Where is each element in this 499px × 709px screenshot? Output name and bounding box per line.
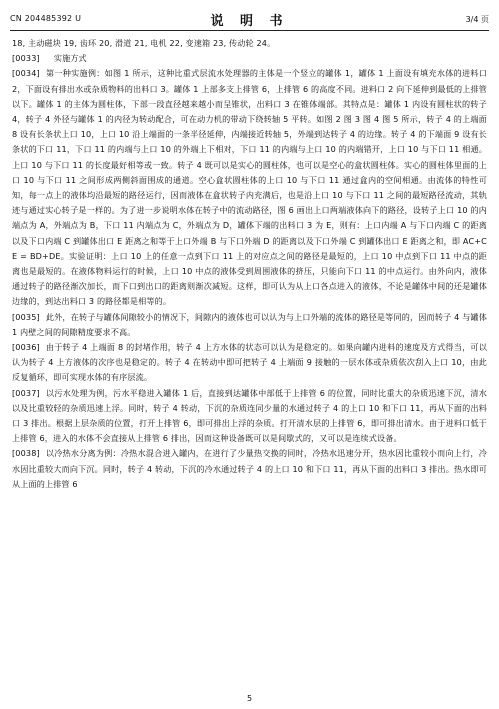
page-number: 5	[246, 694, 253, 703]
paragraph-text: 以冷热水分离为例：冷热水混合进入罐内，在进行了少量热交换的同时，冷热水迅速分开，热水因比重较小而向上行，冷水因比重较大而向下沉。同时，转子 4 转动，下沉的冷水通过转子 4 的上口 10 和下口 11，再从下面的出料口 3 排出。热水即可从上面的上排管 6	[12, 448, 487, 489]
header-divider	[10, 30, 489, 31]
paragraph-text: 由于转子 4 上端面 8 的封堵作用，转子 4 上方水体的状态可以认为是稳定的。如果向罐内进料的速度及方式得当，可以认为转子 4 上方液体的次序也是稳定的。转子 4 在转动中即可把转子 4 上端面 9 接触的一层水体或杂质依次刮入上口 10，由此反复循环，即可实现水体的有序层流。	[12, 342, 487, 383]
paragraph-0036	[12, 340, 487, 386]
paragraph-text: 第一种实施例：如图 1 所示，这种比重式层流水处理器的主体是一个竖立的罐体 1，罐体 1 上面设有填充水体的进料口 2，下面设有排出水或杂质物料的出料口 3。罐体 1 上部多支上排管 6，上排管 6 的高度不同。进料口 2 向下延伸到最低的上排管以下。罐体 1 的主体为圆柱体，下部一段直径越来越小而呈锥状，出料口 3 在锥体端部。其特点是：罐体 1 内设有圆柱状的转子 4，转子 4 外径与罐体 1 的内径为转动配合，可在动力机的带动下绕转轴 5 平转。如图 2 图 3 图 4 图 5 所示，转子 4 的上端面 8 设有长条状上口 10，上口 10 沿上端面的一条半径延伸，内端接近转轴 5，外端到达转子 4 的边缘。转子 4 的下端面 9 设有长条状的下口 11，下口 11 的内端与上口 10 的外端上下相对，下口 11 的内端与上口 10 的内端错开，上口 10 与下口 11 相通。上口 10 与下口 11 的长度最好相等或一致。转子 4 既可以是实心的圆柱体，也可以是空心的盒状圆柱体。实心的圆柱体里面的上口 10 与下口 11 之间形成两侧斜面围成的通道。空心盒状圆柱体的上口 10 与下口 11 通过盒内的空间相通。由流体的特性可知，每一点上的液体均沿最短的路径运行，因而液体在盒状转子内充满后，也是沿上口 10 与下口 11 之间的最短路径流动，其轨迹与通过实心转子是一样的。为了进一步说明水体在转子中的流动路径，图 6 画出上口两端液体向下的路径，设转子上口 10 的内端点为 A，外端点为 B，下口 11 内端点为 C，外端点为 D，罐体下端的出料口 3 为 E，则有：上口内端 A 与下口内端 C 的距离以及下口内端 C 到罐体出口 E 距离之和等于上口外端 B 与下口外端 D 的距离以及下口外端 C 到罐体出口 E 距离之和，即 AC+CE = BD+DE。实验证明：上口 10 上的任意一点到下口 11 上的对应点之间的路径是最短的，上口 10 中点到下口 11 中点的距离也是最短的。在液体物料运行的时候，上口 10 中点的液体受到周围液体的挤压，只能向下口 11 的中点运行。由外向内，液体通过转子的路径渐次加长，而下口到出口的距离则渐次减短。这样，即可认为从上口各点进入的液体，不论是罐体中间的还是罐体边缘的，到达出料口 3 的路径都是相等的。	[12, 68, 487, 307]
page-title: 说 明 书	[210, 14, 289, 29]
document-body	[12, 36, 487, 492]
section-heading: 实施方式	[53, 53, 87, 64]
page-header	[10, 10, 489, 28]
paragraph-0034	[12, 66, 487, 309]
document-number: CN 204485392 U	[10, 14, 82, 23]
paragraph-text: 此外，在转子与罐体间隙较小的情况下，间隙内的液体也可以认为与上口外端的流体的路径是等同的，因而转子 4 与罐体 1 内壁之间的间隙精度要求不高。	[12, 311, 487, 337]
paragraph-0037	[12, 386, 487, 447]
paragraph-number: [0038]	[12, 448, 40, 459]
paragraph-number: [0034]	[12, 68, 40, 79]
paragraph-0035	[12, 310, 487, 340]
paragraph-0033	[12, 51, 487, 66]
paragraph-number: [0035]	[12, 311, 40, 322]
paragraph-number: [0037]	[12, 387, 40, 398]
paragraph-text: 18, 主动磁块 19, 齿环 20, 滑道 21, 电机 22, 变速箱 23, 传动轮 24。	[12, 38, 276, 48]
paragraph-0038	[12, 446, 487, 492]
paragraph-0	[12, 36, 487, 51]
paragraph-number: [0036]	[12, 342, 40, 353]
paragraph-number: [0033]	[12, 53, 40, 64]
page-footer	[0, 694, 499, 703]
page-count: 3/4 页	[465, 15, 489, 24]
paragraph-text: 以污水处理为例，污水平稳进入罐体 1 后，直接到达罐体中部低于上排管 6 的位置，同时比重大的杂质迅速下沉，清水以及比重较轻的杂质迅速上浮。同时，转子 4 转动，下沉的杂质连同少量的水通过转子 4 的上口 10 和下口 11，再从下面的出料口 3 排出。根据上层杂质的位置，打开上排管 6，即可排出上浮的杂质。打开清水层的上排管 6，即可排出清水。由于进料口低于上排管 6，进入的水体不会直接从上排管 6 排出，因而这种设备既可以是间歇式的，又可以是连续式设备。	[12, 387, 487, 444]
